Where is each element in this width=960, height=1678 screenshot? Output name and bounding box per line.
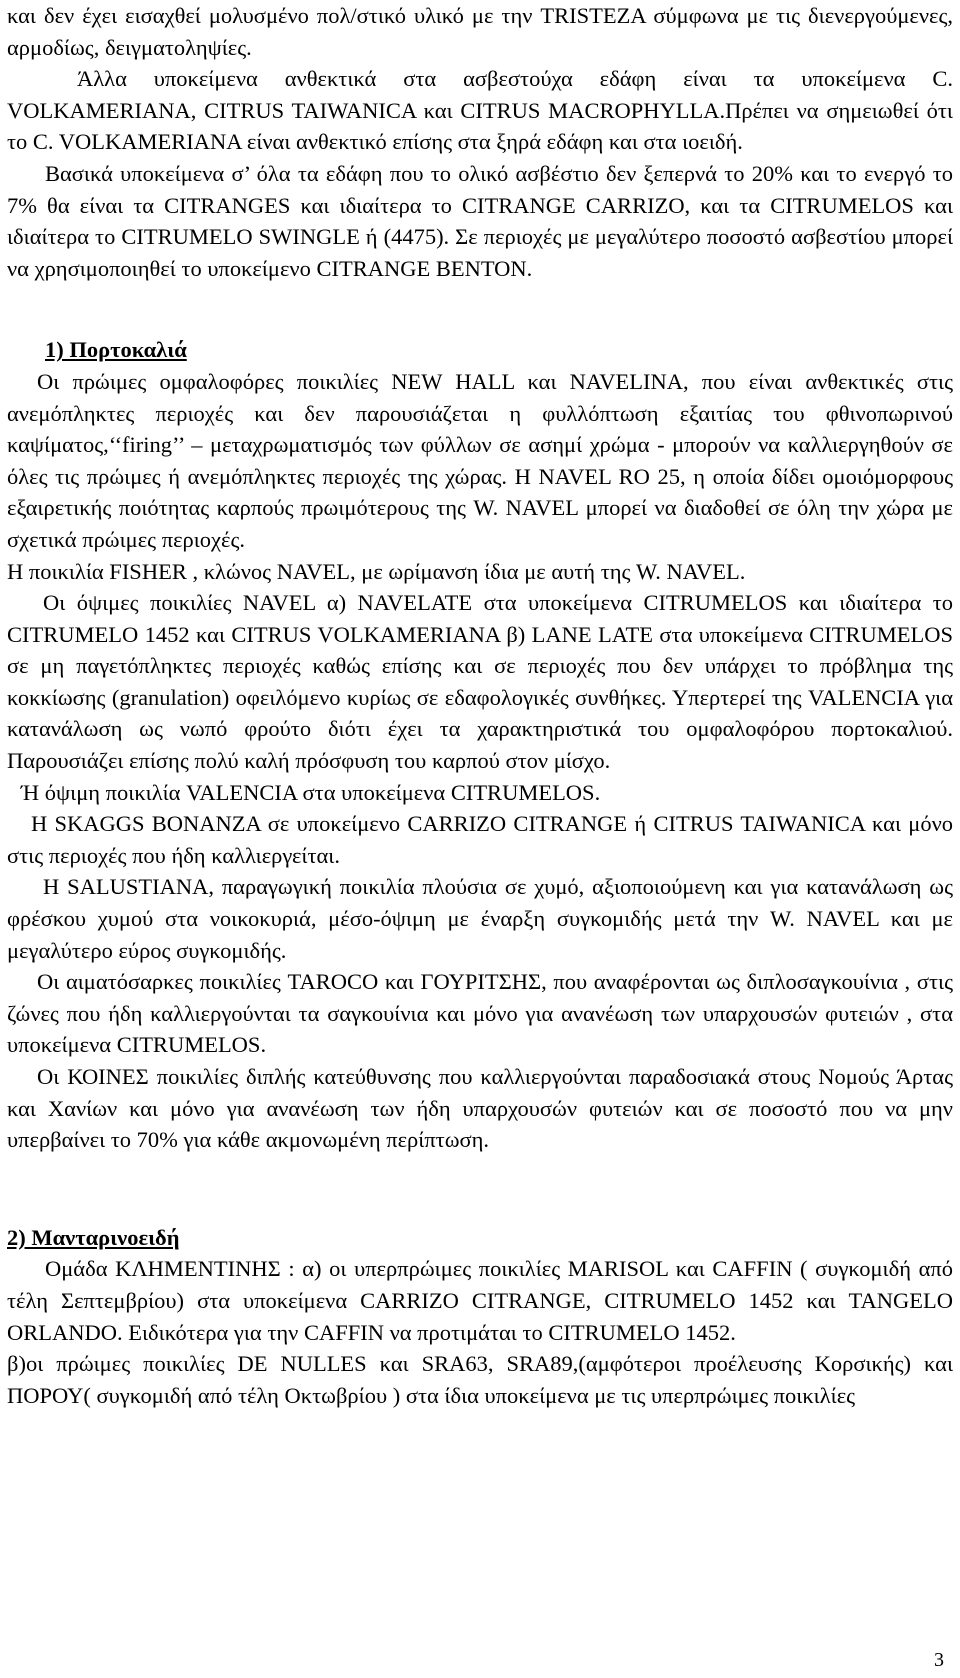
mandarins-paragraph-1: Ομάδα ΚΛΗΜΕΝΤΙΝΗΣ : α) οι υπερπρώιμες ποικιλίες MARISOL και CAFFIN ( συγκομιδή από τέλη Σεπτεμβρίου) στα υποκείμενα CARRIZO CITRANGE, CITRUMELO 1452 και TANGELO ORLANDO. Ειδικότερα για την CAFFIN να προτιμάται το CITRUMELO 1452. bbox=[7, 1256, 953, 1345]
section-spacer bbox=[7, 284, 953, 334]
oranges-paragraph-8: Οι ΚΟΙΝΕΣ ποικιλίες διπλής κατεύθυνσης που καλλιεργούνται παραδοσιακά στους Νομούς Άρτας και Χανίων και μόνο για ανανέωση των ήδη υπαρχουσών φυτειών και σε ποσοστό που να μην υπερβαίνει το 70% για κάθε ακμονωμένη περίπτωση. bbox=[7, 1064, 953, 1153]
page-number: 3 bbox=[934, 1649, 944, 1671]
oranges-paragraph-3: Οι όψιμες ποικιλίες NAVEL α) NAVELATE στα υποκείμενα CITRUMELOS και ιδιαίτερα το CITRUMELO 1452 και CITRUS VOLKAMERIANA β) LANE LATE στα υποκείμενα CITRUMELOS σε μη παγετόπληκτες περιοχές καθώς επίσης και σε περιοχές που δεν υπάρχει το πρόβλημα της κοκκίωσης (granulation) οφειλόμενο κυρίως σε εδαφολογικές συνθήκες. Υπερτερεί της VALENCIA για κατανάλωση ως νωπό φρούτο διότι έχει τα χαρακτηριστικά του ομφαλοφόρου πορτοκαλιού. Παρουσιάζει επίσης πολύ καλή πρόσφυση του καρπού στον μίσχο. bbox=[7, 590, 953, 774]
intro-paragraph-2: Άλλα υποκείμενα ανθεκτικά στα ασβεστούχα εδάφη είναι τα υποκείμενα C. VOLKAMERIANA, CITRUS TAIWANICA και CITRUS MACROPHYLLA.Πρέπει να σημειωθεί ότι το C. VOLKAMERIANA είναι ανθεκτικό επίσης στα ξηρά εδάφη και στα ιοειδή. bbox=[7, 66, 953, 155]
oranges-paragraph-1: Οι πρώιμες ομφαλοφόρες ποικιλίες NEW HALL και NAVELINA, που είναι ανθεκτικές στις ανεμόπληκτες περιοχές και δεν παρουσιάζεται η φυλλόπτωση εξαιτίας του φθινοπωρινού καψίματος,‘‘firing’’ – μεταχρωματισμός των φύλλων σε ασημί χρώμα - μπορούν να καλλιεργηθούν σε όλες τις πρώιμες ή ανεμόπληκτες περιοχές της χώρας. Η NAVEL RO 25, η οποία δίδει ομοιόμορφους εξαιρετικής ποιότητας καρπούς πρωιμότερους της W. NAVEL μπορεί να διαδοθεί σε όλη την χώρα με σχετικά πρώιμες περιοχές. bbox=[7, 368, 953, 552]
intro-paragraph-3: Βασικά υποκείμενα σ’ όλα τα εδάφη που το ολικό ασβέστιο δεν ξεπερνά το 20% και το ενεργό το 7% θα είναι τα CITRANGES και ιδιαίτερα το CITRANGE CARRIZO, και τα CITRUMELOS και ιδιαίτερα το CITRUMELO SWINGLE ή (4475). Σε περιοχές με μεγαλύτερο ποσοστό ασβεστίου μπορεί να χρησιμοποιηθεί το υποκείμενο CITRANGE BENTON. bbox=[7, 160, 953, 281]
oranges-paragraph-5: Η SKAGGS BONANZA σε υποκείμενο CARRIZO CITRANGE ή CITRUS TAIWANICA και μόνο στις περιοχές που ήδη καλλιεργείται. bbox=[7, 811, 953, 868]
oranges-paragraph-7: Οι αιματόσαρκες ποικιλίες TAROCO και ΓΟΥΡΙΤΣΗΣ, που αναφέρονται ως διπλοσαγκουίνια , στις ζώνες που ήδη καλλιεργούνται τα σαγκουίνια και μόνο για ανανέωση των υπαρχουσών φυτειών , στα υποκείμενα CITRUMELOS. bbox=[7, 969, 953, 1058]
document-page bbox=[7, 0, 953, 1411]
section-spacer bbox=[7, 1156, 953, 1222]
intro-paragraph-1: και δεν έχει εισαχθεί μολυσμένο πολ/στικό υλικό με την TRISTEZA σύμφωνα με τις διενεργούμενες, αρμοδίως, δειγματοληψίες. bbox=[7, 3, 953, 60]
section-heading-oranges: 1) Πορτοκαλιά bbox=[45, 337, 187, 363]
oranges-paragraph-6: Η SALUSTIANA, παραγωγική ποικιλία πλούσια σε χυμό, αξιοποιούμενη και για κατανάλωση ως φρέσκου χυμού στα νοικοκυριά, μέσο-όψιμη με έναρξη συγκομιδής μετά την W. NAVEL και με μεγαλύτερο εύρος συγκομιδής. bbox=[7, 874, 953, 963]
oranges-paragraph-4: Ή όψιμη ποικιλία VALENCIA στα υποκείμενα CITRUMELOS. bbox=[21, 779, 601, 805]
oranges-paragraph-2: Η ποικιλία FISHER , κλώνος NAVEL, με ωρίμανση ίδια με αυτή της W. NAVEL. bbox=[7, 558, 746, 584]
mandarins-paragraph-2: β)οι πρώιμες ποικιλίες DE NULLES και SRA63, SRA89,(αμφότεροι προέλευσης Κορσικής) και ΠΟΡΟΥ( συγκομιδή από τέλη Οκτωβρίου ) στα ίδια υποκείμενα με τις υπερπρώιμες ποικιλίες bbox=[7, 1351, 953, 1408]
section-heading-mandarins: 2) Μανταρινοειδή bbox=[7, 1224, 180, 1250]
